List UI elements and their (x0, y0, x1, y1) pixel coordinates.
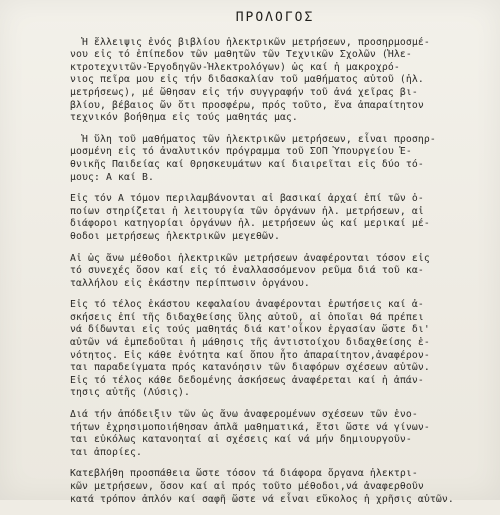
text-line: νότητος. Εἰς κάθε ἑνότητα καί ὅπου ἦτο ἀπαραίτητον,ἀναφέρον- (70, 349, 430, 361)
paragraph (70, 253, 480, 291)
paragraph (70, 409, 480, 459)
text-line: ται ἀπορίες. (70, 446, 142, 458)
text-line: Ἡ ἔλλειψις ἑνός βιβλίου ἠλεκτρικῶν μετρήσεων, προσηρμοσμέ- (70, 36, 430, 48)
text-line: μοσμένη εἰς τό ἀναλυτικόν πρόγραμμα τοῦ ΣΟΠ Ὑπουργείου Ἐ- (70, 146, 412, 158)
text-line: Διά τήν ἀπόδειξιν τῶν ὡς ἄνω ἀναφερομένων σχέσεων τῶν ἑνο- (70, 409, 418, 421)
text-line: κτροτεχνιτῶν-Ἐργοδηγῶν-Ἠλεκτρολόγων) ὡς καί ἡ μακροχρό- (70, 61, 400, 73)
text-line: ποίων στηρίζεται ἡ λειτουργία τῶν ὀργάνων ἠλ. μετρήσεων, αἱ (70, 205, 424, 217)
text-line: σκήσεις ἐπί τῆς διδαχθείσης ὕλης αὐτοῦ, αἱ ὁποῖαι θά πρέπει (70, 311, 424, 323)
paragraph (70, 134, 480, 184)
text-line: μους: Α καί Β. (70, 171, 154, 183)
text-line: Εἰς τό τέλος κάθε δεδομένης ἀσκήσεως ἀναφέρεται καί ἡ ἀπάν- (70, 374, 424, 386)
text-line: Εἰς τό τέλος ἑκάστου κεφαλαίου ἀναφέρονται ἐρωτήσεις καί ἀ- (70, 299, 424, 311)
paragraph (70, 468, 480, 506)
text-line: θοδοι μετρήσεως ἠλεκτρικῶν μεγεθῶν. (70, 230, 280, 242)
text-line: τεχνικόν βοήθημα εἰς τούς μαθητάς μας. (70, 112, 298, 124)
text-line: βλίου, βέβαιος ὤν ὅτι προσφέρω, πρός τοῦτο, ἕνα ἀπαραίτητον (70, 99, 424, 111)
text-line: νου εἰς τό ἐπίπεδον τῶν μαθητῶν τῶν Τεχνικῶν Σχολῶν (Ἠλε- (70, 49, 412, 61)
text-line: νιος πεῖρα μου εἰς τήν διδασκαλίαν τοῦ μαθήματος αὐτοῦ (ἠλ. (70, 74, 424, 86)
text-line: ται εὐκόλως κατανοηταί αἱ σχέσεις καί νά μήν δημιουργοῦν- (70, 434, 412, 446)
text-line: τησις αὐτῆς (Λύσις). (70, 387, 190, 399)
paragraph-container (70, 37, 480, 507)
text-line: Εἰς τόν Α τόμον περιλαμβάνονται αἱ βασικαί ἀρχαί ἐπί τῶν ὁ- (70, 193, 424, 205)
paragraph (70, 37, 480, 125)
page-content (70, 12, 480, 515)
text-line: μετρήσεως), μέ ὥθησαν εἰς τήν συγγραφήν τοῦ ἀνά χεῖρας βι- (70, 86, 418, 98)
text-line: Αἱ ὡς ἄνω μέθοδοι ἠλεκτρικῶν μετρήσεων ἀναφέρονται τόσον εἰς (70, 252, 430, 264)
text-line: τό συνεχές ὅσον καί εἰς τό ἐναλλασσόμενον ρεῦμα διά τοῦ κα- (70, 265, 424, 277)
text-line: νά δίδωνται εἰς τούς μαθητάς διά κατ'οἶκον ἐργασίαν ὥστε δι' (70, 324, 430, 336)
text-line: Ἡ ὕλη τοῦ μαθήματος τῶν ἠλεκτρικῶν μετρήσεων, εἶναι προσηρ- (70, 133, 436, 145)
paragraph (70, 299, 480, 400)
text-line: κῶν μετρήσεων, ὅσον καί αἱ πρός τοῦτο μέθοδοι,νά ἀναφερθοῦν (70, 481, 424, 492)
text-line: κατά τρόπον ἁπλόν καί σαφῆ ὥστε νά εἶναι εὔκολος ἡ χρῆσις αὐτῶν. (70, 493, 454, 505)
text-line: Κατεβλήθη προσπάθεια ὥστε τόσον τά διάφορα ὄργανα ἠλεκτρι- (70, 468, 418, 480)
page-title: ΠΡΟΛΟΓΟΣ (235, 10, 315, 25)
text-line: ται παραδείγματα πρός κατανόησιν τῶν διαφόρων σχέσεων αὐτῶν. (70, 362, 430, 374)
paragraph (70, 193, 480, 243)
text-line: αὐτῶν νά ἐμπεδοῦται ἡ μάθησις τῆς ἀντιστοίχου διδαχθείσης ἑ- (70, 337, 430, 349)
text-line: τήτων ἐχρησιμοποιήθησαν ἁπλᾶ μαθηματικά, ἔτσι ὥστε νά γίνων- (70, 421, 430, 433)
text-line: ταλλήλου εἰς ἑκάστην περίπτωσιν ὀργάνου. (70, 277, 310, 289)
text-line: διάφοροι κατηγορίαι ὀργάνων ἠλ. μετρήσεων ὡς καί μερικαί μέ- (70, 218, 430, 230)
text-line: θνικῆς Παιδείας καί Θρησκευμάτων καί διαιρεῖται εἰς δύο τό- (70, 158, 424, 170)
